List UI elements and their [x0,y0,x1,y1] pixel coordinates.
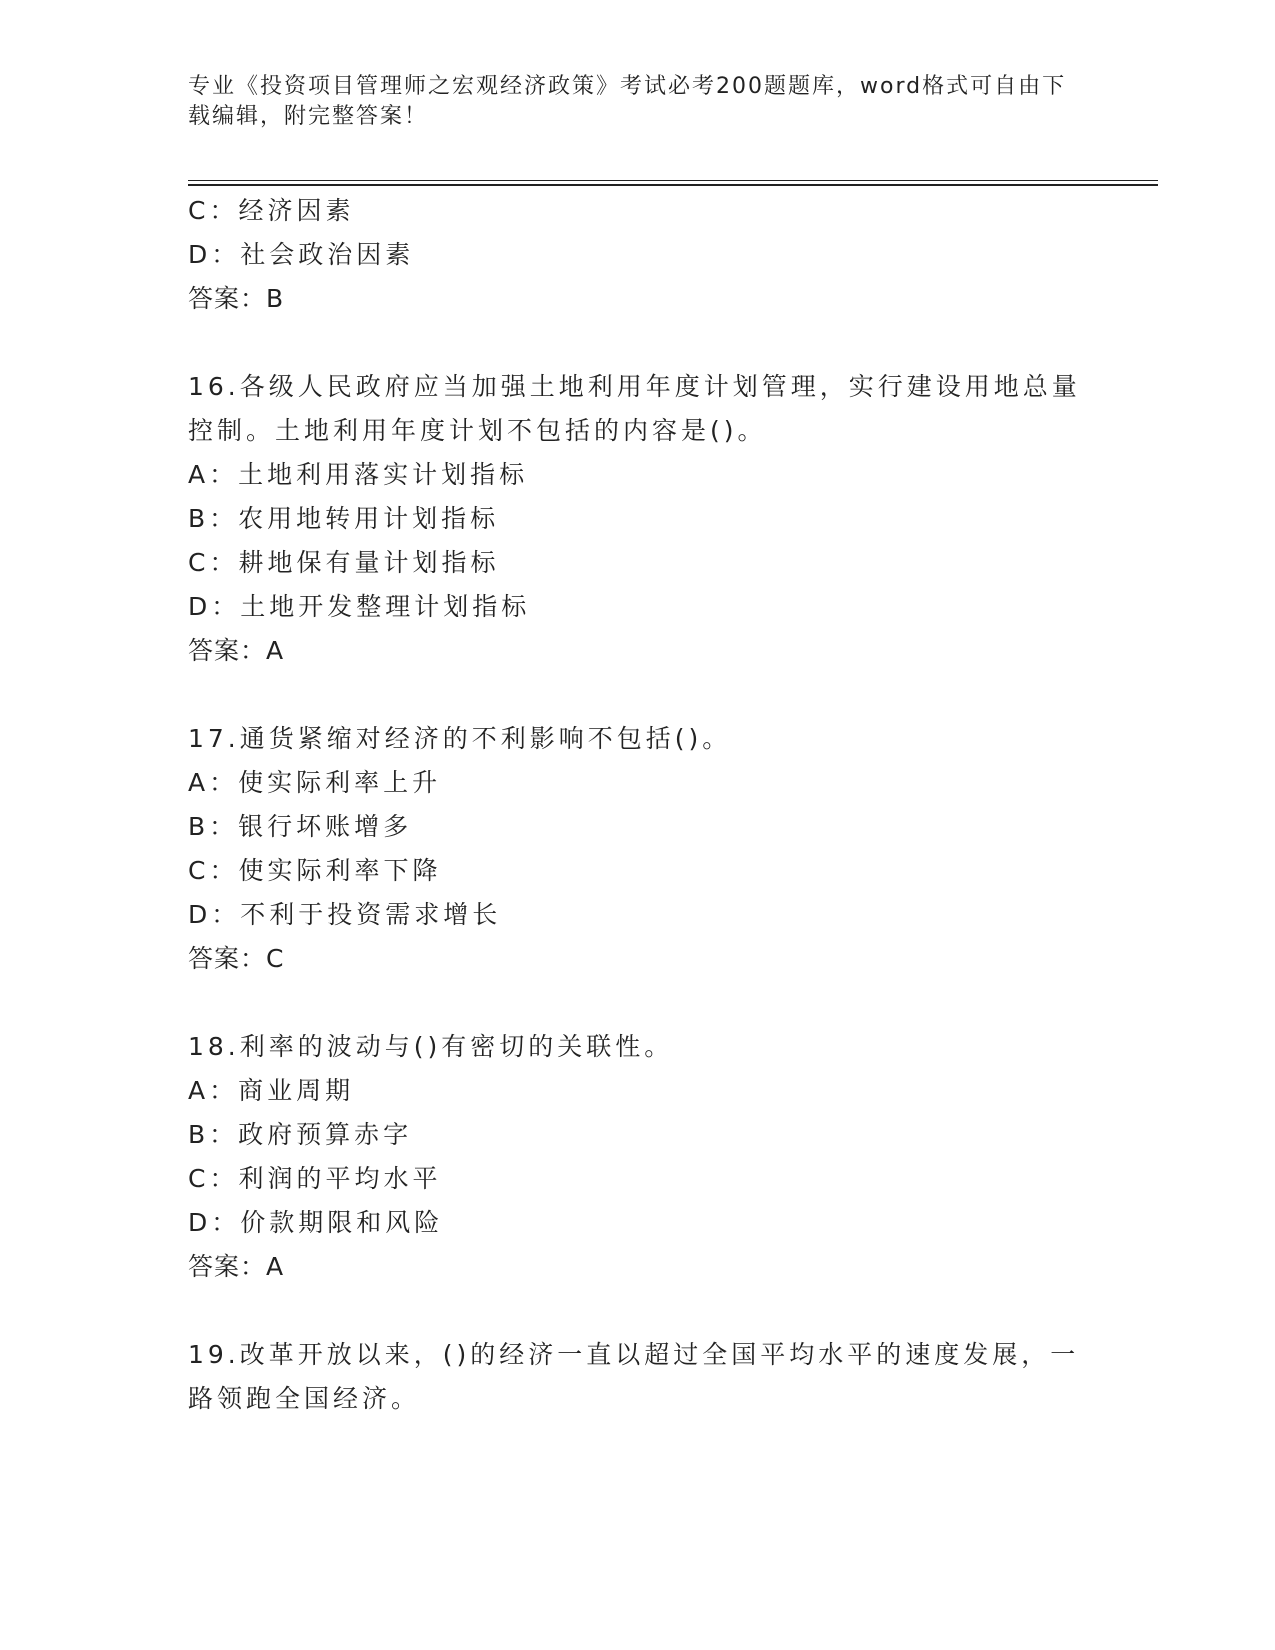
question-16-line-2: 控制。土地利用年度计划不包括的内容是()。 [188,416,767,445]
question-17-option-c: C：使实际利率下降 [188,856,442,885]
question-16-option-a: A：土地利用落实计划指标 [188,460,529,489]
header-divider-thin [188,180,1158,181]
header-divider-thick [188,184,1158,186]
document-header: 专业《投资项目管理师之宏观经济政策》考试必考200题题库，word格式可自由下载编辑，附完整答案！ [188,74,1067,129]
option-c: C：经济因素 [188,196,355,225]
question-16-answer: 答案：A [188,636,285,665]
question-19-line-2: 路领跑全国经济。 [188,1384,421,1413]
question-16-option-c: C：耕地保有量计划指标 [188,548,500,577]
question-18-option-a: A：商业周期 [188,1076,355,1105]
option-d: D：社会政治因素 [188,240,415,269]
question-17-option-a: A：使实际利率上升 [188,768,442,797]
question-18-line-1: 18.利率的波动与()有密切的关联性。 [188,1032,674,1061]
question-16-option-b: B：农用地转用计划指标 [188,504,500,533]
question-18-option-c: C：利润的平均水平 [188,1164,442,1193]
question-17-option-d: D：不利于投资需求增长 [188,900,502,929]
question-18-option-b: B：政府预算赤字 [188,1120,413,1149]
answer-line: 答案：B [188,284,285,313]
question-16-option-d: D：土地开发整理计划指标 [188,592,531,621]
question-16-line-1: 16.各级人民政府应当加强土地利用年度计划管理，实行建设用地总量 [188,372,1081,401]
question-18-option-d: D：价款期限和风险 [188,1208,444,1237]
question-18-answer: 答案：A [188,1252,285,1281]
question-19-line-1: 19.改革开放以来，()的经济一直以超过全国平均水平的速度发展，一 [188,1340,1080,1369]
question-17-line-1: 17.通货紧缩对经济的不利影响不包括()。 [188,724,732,753]
question-17-option-b: B：银行坏账增多 [188,812,413,841]
question-17-answer: 答案：C [188,944,285,973]
